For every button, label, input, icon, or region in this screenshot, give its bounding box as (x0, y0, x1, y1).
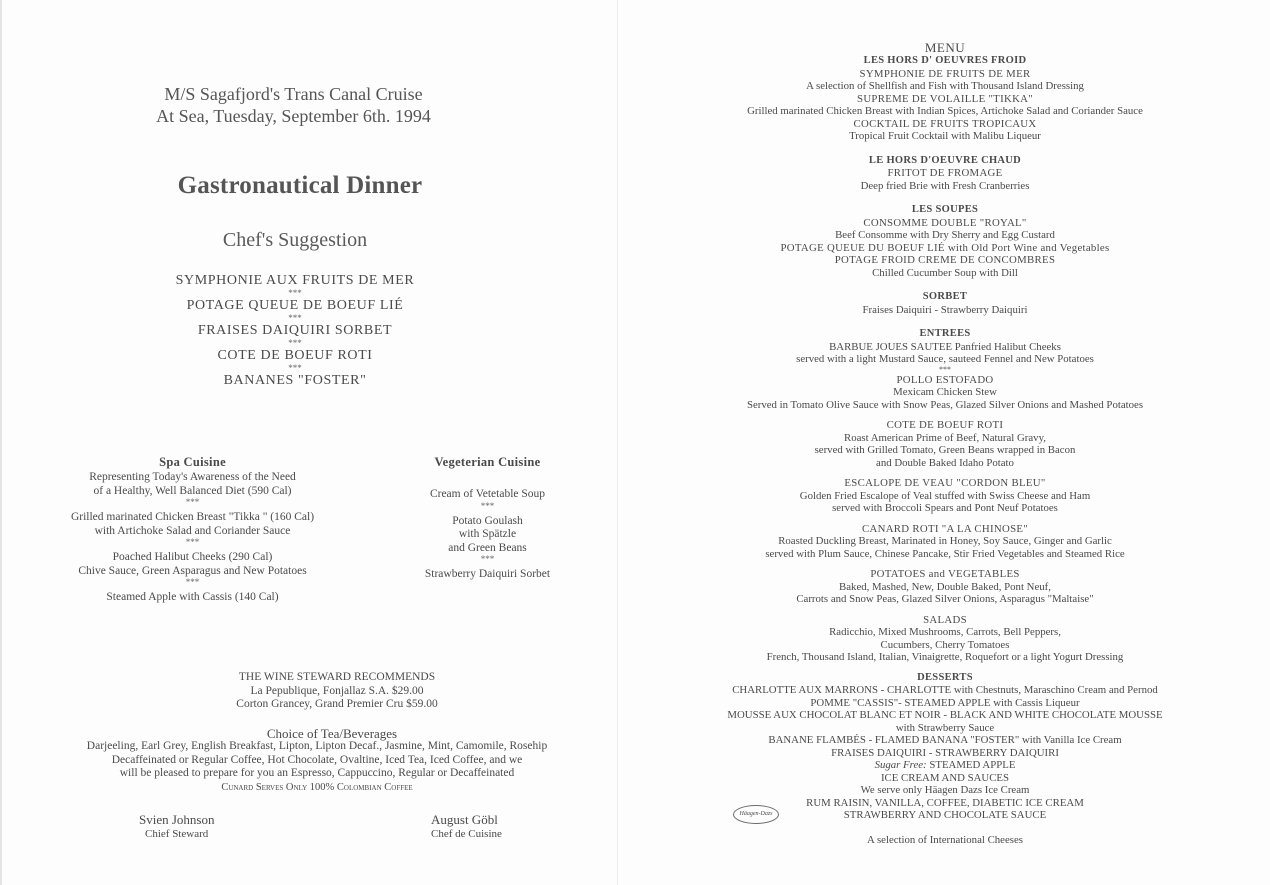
spacer (620, 606, 1270, 614)
vegetarian-line: with Spätzle (458, 528, 517, 540)
tea-line: will be pleased to prepare for you an Espresso, Cappuccino, Regular or Decaffeinated (119, 767, 515, 779)
vegetarian-heading: Vegeterian Cuisine (434, 455, 541, 469)
wine-heading: THE WINE STEWARD RECOMMENDS (238, 671, 436, 683)
spacer (620, 143, 1270, 155)
menu-line: We serve only Häagen Dazs Ice Cream (860, 784, 1030, 796)
separator: *** (288, 363, 302, 373)
menu-line: Roasted Duckling Breast, Marinated in Honey, Soy Sauce, Ginger and Garlic (778, 535, 1112, 547)
left-page (0, 0, 617, 885)
wine-line: Corton Grancey, Grand Premier Cru $59.00 (236, 698, 438, 710)
separator: *** (185, 537, 200, 547)
menu-line: COTE DE BOEUF ROTI (886, 419, 1004, 431)
chef-item: SYMPHONIE AUX FRUITS DE MER (175, 273, 415, 288)
section-heading-cold: LES HORS D' OEUVRES FROID (863, 55, 1027, 66)
cruise-header (0, 83, 587, 127)
spacer (620, 664, 1270, 672)
menu-line: SUPREME DE VOLAILLE "TIKKA" (857, 92, 1033, 105)
coffee-note: Cunard Serves Only 100% Colombian Coffee (221, 781, 413, 793)
vegetarian-cuisine (400, 455, 575, 582)
section-heading-hot: LE HORS D'OEUVRE CHAUD (868, 154, 1022, 166)
chef-item: COTE DE BOEUF ROTI (217, 348, 373, 363)
menu-line: Chilled Cucumber Soup with Dill (872, 266, 1018, 279)
separator: *** (939, 364, 951, 374)
menu-line: Roast American Prime of Beef, Natural Gravy, (844, 431, 1046, 444)
separator: *** (288, 338, 302, 348)
tea-heading: Choice of Tea/Beverages (266, 726, 398, 741)
menu-line: Cucumbers, Cherry Tomatoes (880, 638, 1010, 651)
menu-line: CHARLOTTE AUX MARRONS - CHARLOTTE with Chestnuts, Maraschino Cream and Pernod (732, 684, 1158, 696)
section-heading-soups: LES SOUPES (911, 204, 979, 215)
spacer (620, 469, 1270, 477)
menu-line: COCKTAIL DE FRUITS TROPICAUX (853, 117, 1037, 130)
menu-line: Deep fried Brie with Fresh Cranberries (860, 179, 1030, 192)
separator: *** (480, 500, 495, 511)
menu-line: ICE CREAM AND SAUCES (880, 771, 1010, 784)
steward-name: Svien Johnson (139, 812, 215, 827)
right-page (620, 0, 1270, 885)
spa-line: Grilled marinated Chicken Breast "Tikka " (160 Cal) (70, 511, 315, 523)
spacer (620, 279, 1270, 291)
menu-line: POTAGE FROID CREME DE CONCOMBRES (834, 254, 1056, 266)
menu-line: Baked, Mashed, New, Double Baked, Pont Neuf, (839, 580, 1051, 593)
vegetarian-line: Cream of Vetetable Soup (429, 488, 546, 500)
spa-line: Representing Today's Awareness of the Need (89, 471, 296, 483)
sugar-free-item: STEAMED APPLE (929, 759, 1016, 771)
menu (620, 41, 1270, 846)
ship-line: M/S Sagafjord's Trans Canal Cruise (164, 84, 423, 104)
spa-heading: Spa Cuisine (159, 455, 226, 469)
chef-role: Chef de Cuisine (431, 828, 502, 840)
menu-line: Radicchio, Mixed Mushrooms, Carrots, Bell Peppers, (829, 626, 1061, 638)
menu-line: CANARD ROTI "A LA CHINOSE" (862, 522, 1028, 535)
menu-line: Fraises Daiquiri - Strawberry Daiquiri (862, 303, 1028, 316)
separator: *** (480, 554, 495, 564)
menu-line: A selection of Shellfish and Fish with Thousand Island Dressing (806, 80, 1084, 92)
chef-name: August Göbl (431, 812, 498, 827)
menu-title: MENU (924, 40, 966, 55)
section-heading-sorbet: SORBET (922, 291, 968, 302)
steward-role: Chief Steward (145, 828, 209, 840)
menu-line: Mexicam Chicken Stew (893, 386, 997, 398)
spacer (620, 560, 1270, 568)
chef-suggestion-list (0, 272, 590, 389)
spacer (620, 316, 1270, 328)
menu-line: POLLO ESTOFADO (896, 373, 994, 386)
menu-line: BARBUE JOUES SAUTEE Panfried Halibut Cheeks (829, 340, 1061, 353)
spacer (620, 411, 1270, 419)
menu-line: served with Plum Sauce, Chinese Pancake, Stir Fried Vegetables and Steamed Rice (765, 547, 1125, 560)
spa-line: Chive Sauce, Green Asparagus and New Potatoes (78, 564, 307, 577)
menu-line: MOUSSE AUX CHOCOLAT BLANC ET NOIR - BLACK AND WHITE CHOCOLATE MOUSSE (727, 709, 1163, 721)
menu-line: served with Grilled Tomato, Green Beans wrapped in Bacon (814, 444, 1076, 456)
separator: *** (185, 577, 200, 587)
wine-recommendation (0, 671, 674, 712)
tea-line: Decaffeinated or Regular Coffee, Hot Chocolate, Ovaltine, Iced Tea, Iced Coffee, and we (111, 753, 523, 766)
section-heading-entrees: ENTREES (919, 328, 971, 339)
menu-line: served with Broccoli Spears and Pont Neuf Potatoes (832, 502, 1058, 514)
menu-line: Carrots and Snow Peas, Glazed Silver Onions, Asparagus "Maltaise" (796, 593, 1094, 605)
spacer (400, 471, 575, 488)
menu-line: ESCALOPE DE VEAU "CORDON BLEU" (844, 477, 1046, 489)
menu-line: and Double Baked Idaho Potato (876, 456, 1014, 469)
menu-line: POTAGE QUEUE DU BOEUF LIÉ with Old Port Wine and Vegetables (780, 241, 1110, 254)
spa-line: Poached Halibut Cheeks (290 Cal) (112, 551, 273, 563)
vegetarian-line: and Green Beans (448, 541, 527, 554)
menu-line: FRAISES DAIQUIRI - STRAWBERRY DAIQUIRI (831, 746, 1059, 759)
chef-item: POTAGE QUEUE DE BOEUF LIÉ (186, 298, 404, 313)
spacer (620, 515, 1270, 523)
spacer (620, 192, 1270, 204)
menu-line: Served in Tomato Olive Sauce with Snow Peas, Glazed Silver Onions and Mashed Potatoes (746, 398, 1144, 411)
spacer (620, 822, 1270, 834)
menu-line: POMME "CASSIS"- STEAMED APPLE with Cassis Liqueur (810, 696, 1080, 709)
steward-signature (139, 812, 214, 841)
spa-line: of a Healthy, Well Balanced Diet (590 Cal) (93, 484, 292, 497)
haagen-dazs-logo: Häagen-Dazs (733, 805, 779, 824)
spa-line: Steamed Apple with Cassis (140 Cal) (106, 591, 279, 603)
menu-line: Beef Consomme with Dry Sherry and Egg Custard (835, 229, 1055, 241)
section-heading-salads: SALADS (923, 613, 967, 626)
vegetarian-line: Potato Goulash (452, 514, 523, 527)
menu-line: STRAWBERRY AND CHOCOLATE SAUCE (843, 809, 1047, 821)
cheese-line: A selection of International Cheeses (867, 833, 1023, 846)
menu-line: Golden Fried Escalope of Veal stuffed with Swiss Cheese and Ham (799, 489, 1091, 502)
chef-suggestion-title: Chef's Suggestion (222, 229, 368, 251)
section-heading-potatoes: POTATOES and VEGETABLES (870, 568, 1020, 580)
separator: *** (288, 288, 302, 298)
section-heading-desserts: DESSERTS (917, 671, 973, 683)
tea-line: Darjeeling, Earl Grey, English Breakfast, Lipton, Lipton Decaf., Jasmine, Mint, Camomile, Rosehip (86, 740, 548, 752)
vegetarian-line: Strawberry Daiquiri Sorbet (424, 568, 551, 580)
chef-signature (431, 812, 502, 841)
menu-line: RUM RAISIN, VANILLA, COFFEE, DIABETIC ICE CREAM (806, 796, 1084, 809)
menu-line: CONSOMME DOUBLE "ROYAL" (863, 216, 1027, 229)
spa-cuisine (40, 455, 345, 605)
spa-line: with Artichoke Salad and Coriander Sauce (94, 524, 291, 537)
menu-line: Tropical Fruit Cocktail with Malibu Liqueur (849, 130, 1041, 142)
menu-line: with Strawberry Sauce (895, 721, 995, 734)
separator: *** (288, 313, 302, 323)
chef-item: BANANES "FOSTER" (223, 373, 367, 388)
chef-item: FRAISES DAIQUIRI SORBET (197, 323, 393, 338)
dinner-title: Gastronautical Dinner (177, 172, 423, 199)
date-line: At Sea, Tuesday, September 6th. 1994 (156, 106, 431, 126)
menu-line: BANANE FLAMBÉS - FLAMED BANANA "FOSTER" with Vanilla Ice Cream (768, 734, 1122, 746)
tea-beverages (0, 740, 634, 794)
menu-line: SYMPHONIE DE FRUITS DE MER (859, 67, 1031, 80)
menu-line: FRITOT DE FROMAGE (887, 167, 1003, 179)
sugar-free-line (620, 759, 1270, 772)
menu-line: served with a light Mustard Sauce, sauteed Fennel and New Potatoes (796, 353, 1094, 365)
menu-line: Grilled marinated Chicken Breast with Indian Spices, Artichoke Salad and Coriander Sauce (747, 105, 1143, 117)
separator: *** (185, 497, 200, 507)
sugar-free-label: Sugar Free: (874, 759, 927, 771)
menu-line: French, Thousand Island, Italian, Vinaigrette, Roquefort or a light Yogurt Dressing (766, 651, 1124, 663)
wine-line: La Pepublique, Fonjallaz S.A. $29.00 (250, 684, 424, 697)
